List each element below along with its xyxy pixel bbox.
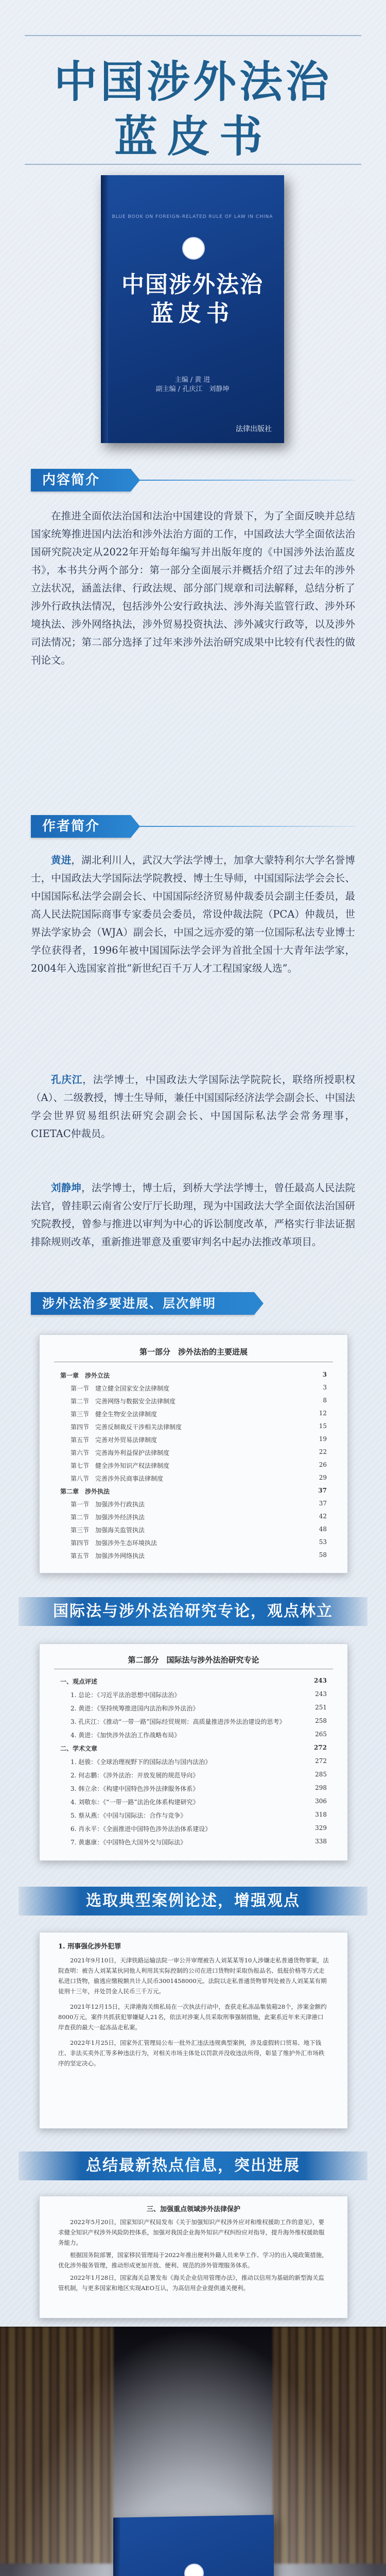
toc-row [60,1677,327,1686]
toc-row-page: 15 [319,1422,327,1430]
toc-row-page: 265 [315,1731,327,1738]
toc-row-title: 第八节 完善涉外民商事法律制度 [71,1475,164,1482]
book-cover-photo [113,2515,274,2576]
toc-row [71,1538,327,1547]
toc-row [71,1410,327,1418]
toc-row-title: 7. 黄惠康：《中国特色大国外交与国际法》 [71,1839,187,1846]
cover-deputy-editors: 副主编 / 孔庆江 刘静坤 [155,385,230,393]
toc-row [60,1744,327,1753]
cover-title-line1: 中国涉外法治 [121,272,264,298]
doc-paragraph: 2021年12月15日，天津港海关缉私局在一次执法行动中，查获走私冻品集装箱28个，涉案金额约8000万元，案件共抓获犯罪嫌疑人21名，依法对涉案人员采取刑事强制措施，此案系近年来天津港口岸查获的最大一起冻品走私案。 [58,2003,327,2031]
toc-row-page: 272 [315,1757,327,1765]
section-tag-authors: 作者简介 [31,815,131,838]
toc-row-title: 第二节 完善网络与数据安全法律制度 [71,1398,176,1405]
toc-row-page: 37 [319,1500,327,1507]
toc-row-page: 285 [315,1771,327,1778]
toc-row-title: 第一节 加强涉外行政执法 [71,1501,145,1508]
toc-row [71,1448,327,1457]
author-bio-liu [31,1179,355,1251]
toc-row-title: 第六节 完善海外利益保护法律制度 [71,1449,170,1456]
emblem-icon [182,237,205,260]
toc-row [71,1704,327,1713]
toc-row-title: 6. 肖永平：《全面推进中国特色涉外法治体系建设》 [71,1825,212,1833]
toc-row-page: 329 [315,1824,327,1832]
toc-row-title: 3. 韩立余：《构建中国特色涉外法律服务体系》 [71,1785,199,1792]
toc-row [71,1500,327,1509]
toc-row-title: 3. 孔庆江：《推动“一带一路”国际经贸规则：高质量推进涉外法治建设的思考》 [71,1718,286,1725]
toc-row-page: 37 [318,1487,327,1494]
toc-row-page: 258 [315,1717,327,1724]
toc-row [71,1422,327,1431]
toc-row-page: 272 [313,1744,327,1751]
toc-row-page: 26 [319,1461,327,1468]
toc-row-page: 243 [315,1690,327,1698]
toc-row [71,1824,327,1833]
hero-title-line2: 蓝皮书 [114,111,272,162]
doc-heading: 第一部分 涉外法治的主要进展 [139,1347,248,1357]
doc-paragraph: 2022年1月28日，国家海关总署发布《海关企业信用管理办法》，推动以信用为基础的新型海关监管机制，与更多国家和地区实现AEO互认，为高信用企业提供通关便利。 [58,2274,324,2292]
feature-bar-2: 国际法与涉外法治研究专论，观点林立 [19,1597,367,1626]
toc-row-title: 5. 蔡从燕：《中国与国际法：合作与竞争》 [71,1812,187,1819]
toc-row-page: 53 [319,1538,327,1546]
toc-row [71,1384,327,1393]
toc-row-title: 第三节 加强海关监管执法 [71,1527,145,1534]
toc-row [71,1771,327,1780]
book-cover [101,175,284,443]
bookshelf-left [0,2327,113,2564]
toc-row [71,1461,327,1470]
toc-row-page: 29 [319,1474,327,1481]
author-name: 孔庆江 [51,1074,83,1086]
toc-row-title: 一、观点评述 [60,1678,98,1685]
toc-row-page: 48 [319,1526,327,1533]
author-bio-text: ，湖北利川人，武汉大学法学博士，加拿大蒙特利尔大学名誉博士，中国政法大学国际法学院教授、博士生导师，中国国际法学会会长、中国国际私法学会副会长、中国国际经济贸易仲裁委员会副主任委员，最高人民法院国际商事专家委员会委员，常设仲裁法院（PCA）仲裁员，世界法学家协会（WJA）副会长，中国之远亦爱的第一位国际私法专业博士学位获得者，1996年被中国国际法学会评为首批全国十大青年法学家，2004年入选国家首批“新世纪百千万人才工程国家级人选”。 [31,854,355,974]
case-snapshot [39,1932,348,2129]
toc-row-title: 第四节 加强涉外生态环境执法 [71,1539,157,1547]
toc-row-title: 第二章 涉外执法 [60,1488,110,1495]
bookshelf-right [273,2327,386,2564]
toc-row [71,1526,327,1534]
cover-publisher: 法律出版社 [236,425,272,433]
toc-row-page: 19 [319,1435,327,1443]
toc-row-page: 3 [322,1371,327,1378]
toc-row-title: 第五节 加强涉外网络执法 [71,1552,145,1560]
toc-row [71,1551,327,1560]
toc-row-page: 12 [319,1410,327,1417]
doc-paragraph: 根据国务院部署，国家移民管理局于2022年推出便利外籍人员来华工作、学习的出入境政策措施，优化涉外服务管理，推动形成更加开放、便利、规范的涉外管理服务体系。 [58,2251,328,2269]
toc-row-page: 22 [319,1448,327,1455]
section-tag-intro: 内容简介 [31,469,131,492]
toc-snapshot-part2 [39,1643,348,1861]
section-tag-line [129,480,355,481]
toc-row-page: 243 [313,1677,327,1684]
toc-row-title: 4. 刘敬东：《“一带一路”法治化体系构建研究》 [71,1799,199,1806]
doc-paragraph: 2022年1月25日，国家外汇管理局公布一批外汇违法违规典型案例，涉及虚假转口贸易、地下钱庄、非法买卖外汇等多种违法行为，对相关市场主体处以罚款并没收违法所得，彰显了维护外汇市场秩序的坚定决心。 [58,2039,325,2067]
toc-row-title: 第七节 健全涉外知识产权法律制度 [71,1462,170,1469]
toc-row [71,1690,327,1699]
toc-row-title: 第三节 健全生物安全法律制度 [71,1411,157,1418]
toc-row-title: 第四节 完善反制裁反干涉相关法律制度 [71,1423,182,1431]
toc-row [71,1513,327,1521]
feature-tag-1: 涉外法治多要进展、层次鲜明 [31,1292,254,1315]
cover-title-line2: 蓝皮书 [151,300,234,327]
toc-row-page: 3 [323,1384,327,1391]
toc-row [60,1371,327,1380]
toc-row-page: 318 [315,1811,327,1818]
author-bio-kong [31,1071,355,1143]
emblem-icon [184,2564,204,2576]
intro-text: 在推进全面依法治国和法治中国建设的背景下，为了全面反映并总结国家统筹推进国内法治和涉外法治方面的工作，中国政法大学全面依法治国研究院决定从2022年开始每年编写并出版年度的《中国涉外法治蓝皮书》，本书共分两个部分：第一部分全面展示并概括介绍了过去年的涉外立法状况，涵盖法律、行政法规、部分部门规章和司法解释，总结分析了涉外行政执法情况，包括涉外公安行政执法、涉外海关监管行政、涉外环境执法、涉外网络执法，涉外贸易投资执法、涉外减灾行政等，以及涉外司法情况；第二部分选择了过年来涉外法治研究成果中比较有代表性的做刊论文。 [31,510,355,666]
author-name: 黄进 [51,854,72,866]
feature-bar-3: 选取典型案例论述，增强观点 [19,1887,367,1916]
section-tag-line [129,826,355,827]
toc-row-page: 58 [319,1551,327,1558]
author-name: 刘静坤 [51,1182,82,1194]
toc-row [71,1731,327,1739]
doc-heading: 第二部分 国际法与涉外法治研究专论 [128,1655,259,1665]
author-bio-text: ，法学博士，博士后，到桥大学法学博士，曾任最高人民法院法官，曾挂职云南省公安厅厅长助理，现为中国政法大学全面依法治国研究院教授，曾参与推进以审判为中心的诉讼制度改革，严格实行非法证据排除规则改革，重新推进罪意及重要审判名中起办法推改革项目。 [31,1182,355,1248]
hero-title-line1: 中国涉外法治 [54,56,332,107]
author-bio-text: ，法学博士，中国政法大学国际法学院院长，联络所授职权（A）、二级教授，博士生导师，兼任中国国际经济法学会副会长、中国法学会世界贸易组织法研究会副会长、中国国际私法学会常务理事，CIETAC仲裁员。 [31,1074,355,1140]
toc-row-page: 42 [319,1513,327,1520]
hotspot-snapshot [39,2196,348,2318]
toc-row [71,1784,327,1793]
toc-row [71,1757,327,1766]
toc-row [71,1717,327,1726]
header-rule-bottom [25,164,361,165]
doc-heading: 1. 刑事强化涉外犯罪 [58,1943,121,1951]
toc-row [71,1838,327,1846]
toc-row-page: 251 [315,1704,327,1711]
doc-heading: 三、加强重点领域涉外法律保护 [146,2206,240,2213]
toc-row-title: 4. 黄进：《加快涉外法治工作战略布局》 [71,1732,181,1739]
toc-row-title: 二、学术文章 [60,1745,98,1752]
toc-row-title: 第二节 加强涉外经济执法 [71,1514,145,1521]
cover-english-title: BLUE BOOK ON FOREIGN-RELATED RULE OF LAW IN CHINA [112,214,273,219]
toc-row-title: 1. 总论：《习近平法治思想中国际法治》 [71,1691,181,1699]
toc-row-page: 8 [323,1397,327,1404]
toc-row [71,1811,327,1820]
doc-paragraph: 2022年5月20日，国家知识产权局发布《关于加强知识产权涉外应对和维权援助工作的意见》，要求健全知识产权涉外风险防控体系，加强对我国企业海外知识产权纠纷应对指导，提升海外维权援助服务能力。 [58,2218,325,2246]
toc-row [71,1798,327,1806]
toc-row-page: 338 [315,1838,327,1845]
toc-row-title: 第一节 建立健全国家安全法律制度 [71,1385,170,1392]
toc-row-title: 第一章 涉外立法 [60,1372,110,1379]
toc-snapshot-part1 [39,1334,348,1573]
toc-row-page: 298 [315,1784,327,1791]
toc-row-title: 第五节 完善对外贸易法律制度 [71,1436,157,1444]
author-bio-huang [31,851,355,977]
toc-row [71,1435,327,1444]
cover-editor: 主编 / 黄 进 [174,376,210,384]
toc-row-title: 1. 赵骏：《全球治理视野下的国际法治与国内法治》 [71,1758,212,1766]
toc-row-page: 306 [315,1798,327,1805]
toc-row-title: 2. 何志鹏：《涉外法治：开放发展的规范导向》 [71,1772,199,1779]
book-spine [113,2517,120,2576]
header-rule-top [25,35,361,36]
toc-row [71,1474,327,1483]
doc-paragraph: 2021年9月10日，天津铁路运输法院一审公开审理被告人刘某某等10人涉嫌走私普通货物罪案，法院查明：被告人刘某某伙同他人利用其实际控制的公司在进口货物时采取伪报品名、低报价格等方式走私进口货物，偷逃应缴税额共计人民币3001458000元。法院以走私普通货物罪判处被告人刘某某有期徒刑十三年，并处罚金人民币三千万元。 [58,1957,329,1995]
toc-row-title: 2. 黄进：《坚持统筹推进国内法治和涉外法治》 [71,1705,199,1712]
toc-row [71,1397,327,1405]
toc-row [60,1487,327,1496]
feature-bar-4: 总结最新热点信息，突出进展 [19,2151,367,2180]
